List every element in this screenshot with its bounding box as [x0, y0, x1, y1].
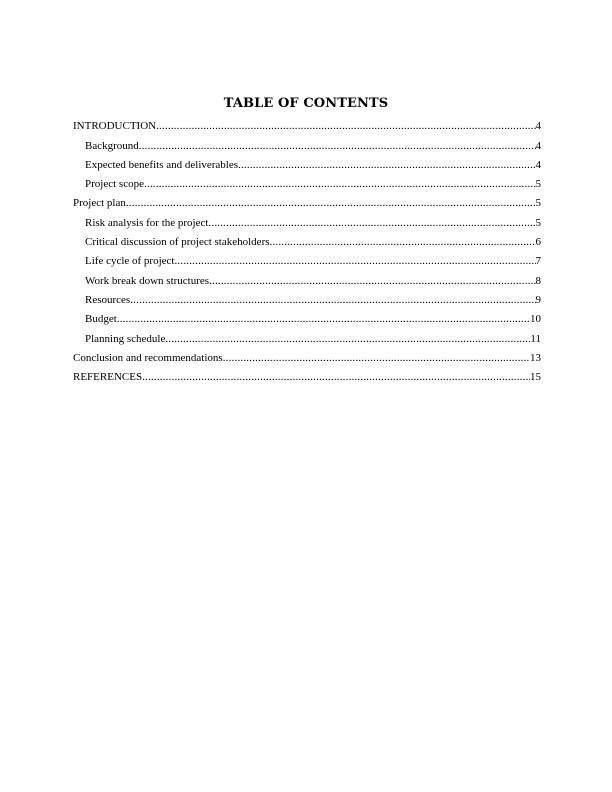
toc-entry-page: 10 — [530, 313, 541, 326]
toc-entry-label: Planning schedule — [85, 332, 166, 345]
toc-dot-leader — [209, 275, 535, 288]
toc-entry-project-scope[interactable] — [73, 172, 541, 191]
toc-entry-page: 9 — [535, 293, 541, 306]
toc-entry-project-plan[interactable] — [73, 191, 541, 210]
toc-entry-label: Project scope — [85, 178, 144, 191]
toc-entry-page: 4 — [535, 120, 541, 133]
toc-entry-page: 11 — [530, 332, 541, 345]
toc-entry-page: 6 — [535, 236, 541, 249]
toc-entry-page: 4 — [535, 158, 541, 171]
toc-entry-label: Project plan — [73, 197, 126, 210]
toc-entry-label: Expected benefits and deliverables — [85, 158, 239, 171]
toc-list — [73, 114, 541, 384]
toc-entry-page: 5 — [535, 197, 541, 210]
toc-entry-references[interactable] — [73, 365, 541, 384]
toc-entry-expected-benefits[interactable] — [73, 153, 541, 172]
toc-entry-label: Critical discussion of project stakeholders — [85, 236, 270, 249]
toc-dot-leader — [208, 217, 535, 230]
toc-entry-label: Conclusion and recommendations — [73, 351, 223, 364]
toc-entry-introduction[interactable] — [73, 114, 541, 133]
toc-entry-life-cycle[interactable] — [73, 249, 541, 268]
toc-entry-label: Life cycle of project — [85, 255, 175, 268]
toc-entry-resources[interactable] — [73, 288, 541, 307]
toc-entry-page: 8 — [535, 274, 541, 287]
toc-entry-label: Work break down structures — [85, 274, 210, 287]
toc-entry-label: Background — [85, 139, 139, 152]
toc-entry-page: 13 — [530, 351, 541, 364]
toc-dot-leader — [117, 313, 530, 326]
toc-dot-leader — [223, 352, 530, 365]
toc-entry-page: 5 — [535, 178, 541, 191]
toc-entry-label: REFERENCES — [73, 371, 143, 384]
toc-entry-page: 15 — [530, 371, 541, 384]
toc-title: TABLE OF CONTENTS — [223, 96, 389, 111]
toc-dot-leader — [174, 255, 535, 268]
toc-entry-page: 4 — [535, 139, 541, 152]
toc-dot-leader — [165, 333, 530, 346]
toc-entry-stakeholders[interactable] — [73, 230, 541, 249]
toc-dot-leader — [238, 159, 535, 172]
toc-dot-leader — [126, 197, 536, 210]
toc-dot-leader — [142, 371, 530, 384]
toc-entry-conclusion[interactable] — [73, 346, 541, 365]
toc-entry-label: Resources — [85, 293, 131, 306]
toc-entry-planning-schedule[interactable] — [73, 326, 541, 345]
toc-entry-risk-analysis[interactable] — [73, 210, 541, 229]
toc-entry-budget[interactable] — [73, 307, 541, 326]
toc-dot-leader — [130, 294, 535, 307]
toc-dot-leader — [270, 236, 536, 249]
toc-entry-label: INTRODUCTION — [73, 120, 157, 133]
toc-dot-leader — [144, 178, 536, 191]
toc-dot-leader — [139, 140, 536, 153]
toc-entry-background[interactable] — [73, 133, 541, 152]
toc-entry-page: 5 — [535, 216, 541, 229]
toc-entry-label: Budget — [85, 313, 117, 326]
toc-entry-work-breakdown[interactable] — [73, 268, 541, 287]
toc-dot-leader — [156, 120, 535, 133]
toc-entry-page: 7 — [535, 255, 541, 268]
toc-entry-label: Risk analysis for the project — [85, 216, 209, 229]
